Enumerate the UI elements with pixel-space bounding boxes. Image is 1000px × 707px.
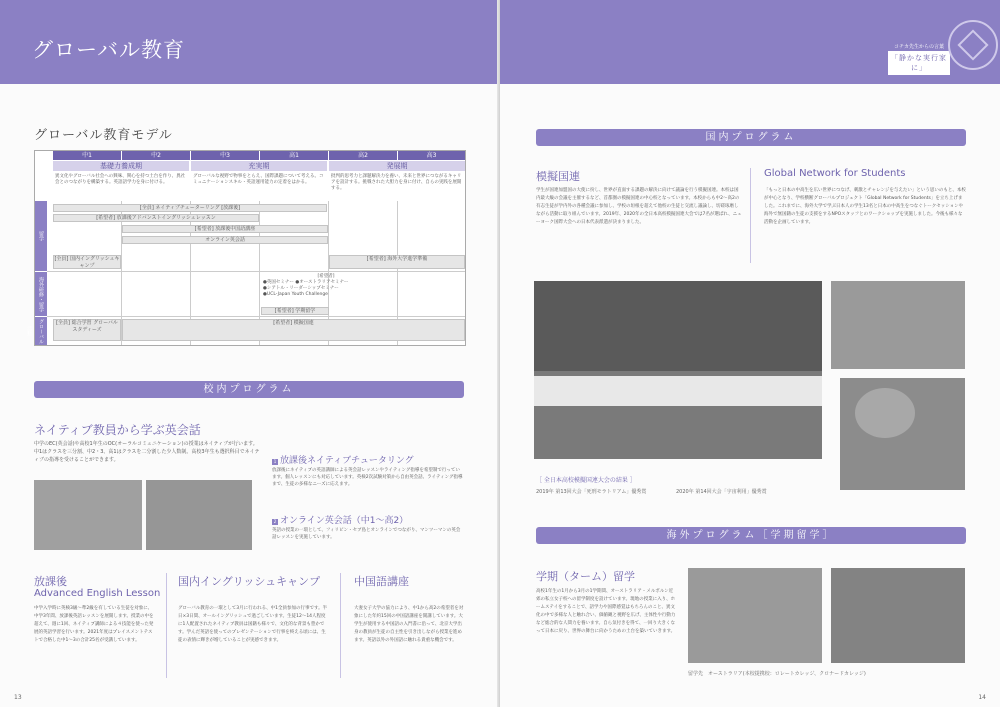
tutoring-text: 放課後にネイティブの英語講師による英会話レッスンやライティング指導を希望制で行っています。個人レッスンにも対応しています。英検2次試験対策から自由英会話、ライティング指導まで、生徒の多様なニーズに応えます。 (272, 468, 463, 487)
program-row: [希望者] 学期留学 (261, 307, 329, 315)
after-school-heading: 放課後 (34, 575, 67, 588)
side-label: 留学 (35, 201, 47, 271)
gnfs-text: 「もっと日本の中高生を広い世界につなげ、刺激とチャレンジを与えたい」という思いのもと、本校が中心となり、学校横断グローバルプロジェクト「Global Network for Students」を立ち上げました。これまでに、海外大学で学ぶ日本人の学生13名と日本の中高生をつなぐトークセッションや海外で無国籍の生徒の支援をするNPOスタッフとのワークショップを実施しました。今後も様々な活動を企画しています。 (764, 188, 966, 225)
side-label: グローバル活動 (35, 317, 47, 345)
results-2020: 2020年 第14回大会「宇宙利用」優秀賞 (676, 489, 767, 495)
stage-label: 発展期 (329, 161, 465, 171)
stage-description: グローバルな視野で物事をとらえ、国際課題について考える。コミュニケーションスキル・英語運用能力の定着をはかる。 (193, 174, 324, 185)
number-icon: 1 (273, 459, 277, 464)
page-title: グローバル教育 (32, 38, 185, 62)
mun-text: 学生が国連加盟国の大使に扮し、世界が直面する課題の解決に向けて議論を行う模擬国連。本校は国内最大級の会議を主催するなど、首都圏の模擬国連の中心校となっています。本校からも中2～高2の有志生徒が学内外の各種会議に参加し、学校の垣根を超えて他校の生徒と交流し議論し、切磋琢磨しながら活動に取り組んでいます。2019年、2020年の全日本高校模擬国連大会では7名が選ばれ、ニューヨーク国際大会への日本代表派遣が決まりました。 (536, 188, 742, 225)
motto-caption: コチカ先生からの言葉 (894, 44, 944, 50)
program-row: [希望者] 模擬国連 (122, 319, 465, 341)
after-school-subheading: Advanced English Lesson (34, 588, 161, 599)
native-heading: ネイティブ教員から学ぶ英会話 (34, 423, 201, 437)
campus-program-bar: 校内プログラム (34, 381, 464, 398)
seminar-line: ●UCL-Japan Youth Challenge (263, 292, 328, 297)
group-students-photo (831, 568, 965, 663)
page-number: 14 (978, 694, 986, 701)
grade-header: 高1 (260, 151, 328, 160)
title-band (0, 0, 500, 84)
school-emblem-icon (948, 20, 998, 70)
grade-header: 中1 (53, 151, 121, 160)
overseas-seminars (261, 272, 391, 308)
seminar-line: ●英国セミナー ●オーストラリアセミナー (263, 280, 349, 285)
number-icon: 2 (273, 519, 277, 524)
after-school-text: 中学入学時に英検3級～準2級を有している生徒を対象に、中学3年間、放課後英語レッスンを展開します。授業の中を超えて、週に1回、ネイティブ講師による４技能を使った発展的英語学習を行います。2021年度はプレイスメントテストで合格した中1～3の合計25名が受講しています。 (34, 606, 154, 643)
grade-header: 高2 (329, 151, 397, 160)
study-abroad-text: 高校1年生の1月から3月の1学期間、オーストラリア・メルボルン近郊の私立女子校への留学制度を設けています。現地の授業に入り、ホームステイをすることで、語学力や国際感覚はもちろんのこと、異文化の中で多様な人と触れ合い、価値観と視野を広げ、主体性や行動力など総合的な人間力を養います。自ら気付きを得て、一回り大きくなって日本に戻り、世界の舞台に向かうための土台を築いていきます。 (536, 589, 676, 634)
stage-description: 異文化やグローバル社会への興味、関心を持つ土台を作り、異社会とのつながりを構築する。英語語学力を身に付ける。 (55, 174, 186, 185)
classroom-photo (34, 480, 142, 550)
online-text: 英語の授業の一環として、フィリピン・セブ島とオンラインでつながり、マンツーマンの英会話レッスンを実施しています。 (272, 528, 461, 540)
program-row: [希望者] 海外大学進学準備 (329, 255, 465, 269)
overseas-program-bar: 海外プログラム［学期留学］ (536, 527, 966, 544)
column-divider (750, 168, 751, 263)
mun-conference-photo (534, 281, 822, 459)
classroom-abroad-photo (688, 568, 822, 663)
motto-box (888, 43, 950, 75)
program-row: [全員] 総合学習 グローバルスタディーズ (53, 319, 121, 341)
program-row: [全員] 国内イングリッシュキャンプ (54, 256, 120, 269)
results-caption: ［ 全日本高校模擬国連大会の結果 ］ (536, 477, 636, 484)
camp-text: グローバル教育の一環として3月に行われる、中1全員参加の行事です。半日×3日間、オールイングリッシュで過ごしています。生徒12～14人程度に1人配置されたネイティブ教員は国籍も様々で、文化的な背景も豊かです。学んだ英語を使ってのプレゼンテーションで行事を終える頃には、生徒の表情に輝きが増していることが実感できます。 (178, 606, 328, 643)
tutoring-heading-text: 放課後ネイティブチュータリング (280, 456, 414, 466)
side-label: 海外研修・留学 (35, 272, 47, 316)
grade-header: 中2 (122, 151, 190, 160)
program-row: [希望者] 放課後中国語講座 (122, 225, 328, 233)
classroom-photo (146, 480, 252, 550)
right-page (500, 0, 1000, 707)
online-heading (272, 513, 408, 526)
program-row: オンライン英会話 (122, 236, 328, 244)
tutoring-heading (272, 453, 414, 466)
seminar-line: ●シアトル・リーダーシップセミナー (263, 286, 339, 291)
column-divider (340, 573, 341, 678)
grade-header: 高3 (398, 151, 465, 160)
domestic-program-bar: 国内プログラム (536, 129, 966, 146)
education-model-grid (26, 150, 466, 346)
chinese-heading: 中国語講座 (354, 575, 409, 588)
camp-heading: 国内イングリッシュキャンプ (178, 575, 321, 588)
gnfs-heading: Global Network for Students (764, 168, 906, 179)
study-abroad-heading: 学期（ターム）留学 (536, 570, 635, 583)
un-flag-photo (840, 378, 965, 490)
chinese-text: 大妻女子大学の協力により、中1から高2の希望者を対象にした年約15回の中国語講座を開講しています。大学生が使用する中国語の入門書に沿って、北京大学出身の教員が生徒の自主性を引き出しながら授業を進めます。英語以外の外国語に触れる貴重な機会です。 (354, 606, 464, 643)
title-band (500, 0, 1000, 84)
mun-heading: 模擬国連 (536, 170, 580, 183)
stage-label: 基礎力養成期 (53, 161, 189, 171)
grade-header: 中3 (191, 151, 259, 160)
seminar-line: [希望者] (317, 274, 335, 279)
online-heading-text: オンライン英会話（中1〜高2） (280, 516, 409, 526)
program-row: [全員] ネイティブチューターリング [放課後] (53, 204, 327, 212)
page-number: 13 (14, 694, 22, 701)
model-title: グローバル教育モデル (34, 128, 173, 143)
program-row: [希望者] 放課後アドバンストイングリッシュレッスン (53, 214, 259, 222)
stage-description: 批判的思考力と課題解決力を養い、未来と世界につながるキャリアを設計する。挑戦された大胆力を身に付け、自らの実践を展開する。 (331, 174, 462, 191)
students-photo (831, 281, 965, 369)
column-divider (166, 573, 167, 678)
results-2019: 2019年 第13回大会「死刑モラトリアム」優秀賞 (536, 489, 647, 495)
study-abroad-caption: 留学先 オーストラリア(本校提携校：ロレートカレッジ、クロナードカレッジ) (688, 671, 866, 677)
motto-text: 「静かな実行家に」 (888, 51, 950, 75)
native-text: 中学のEC(英会話)や高校1年生のOC(オーラルコミュニケーション)の授業はネイティブが行います。中1はクラスを三分割、中2・3、高1はクラスを二分割した少人数制。高校3年生も選択科目でネイティブの指導を受けることができます。 (34, 441, 260, 463)
stage-label: 充実期 (191, 161, 327, 171)
